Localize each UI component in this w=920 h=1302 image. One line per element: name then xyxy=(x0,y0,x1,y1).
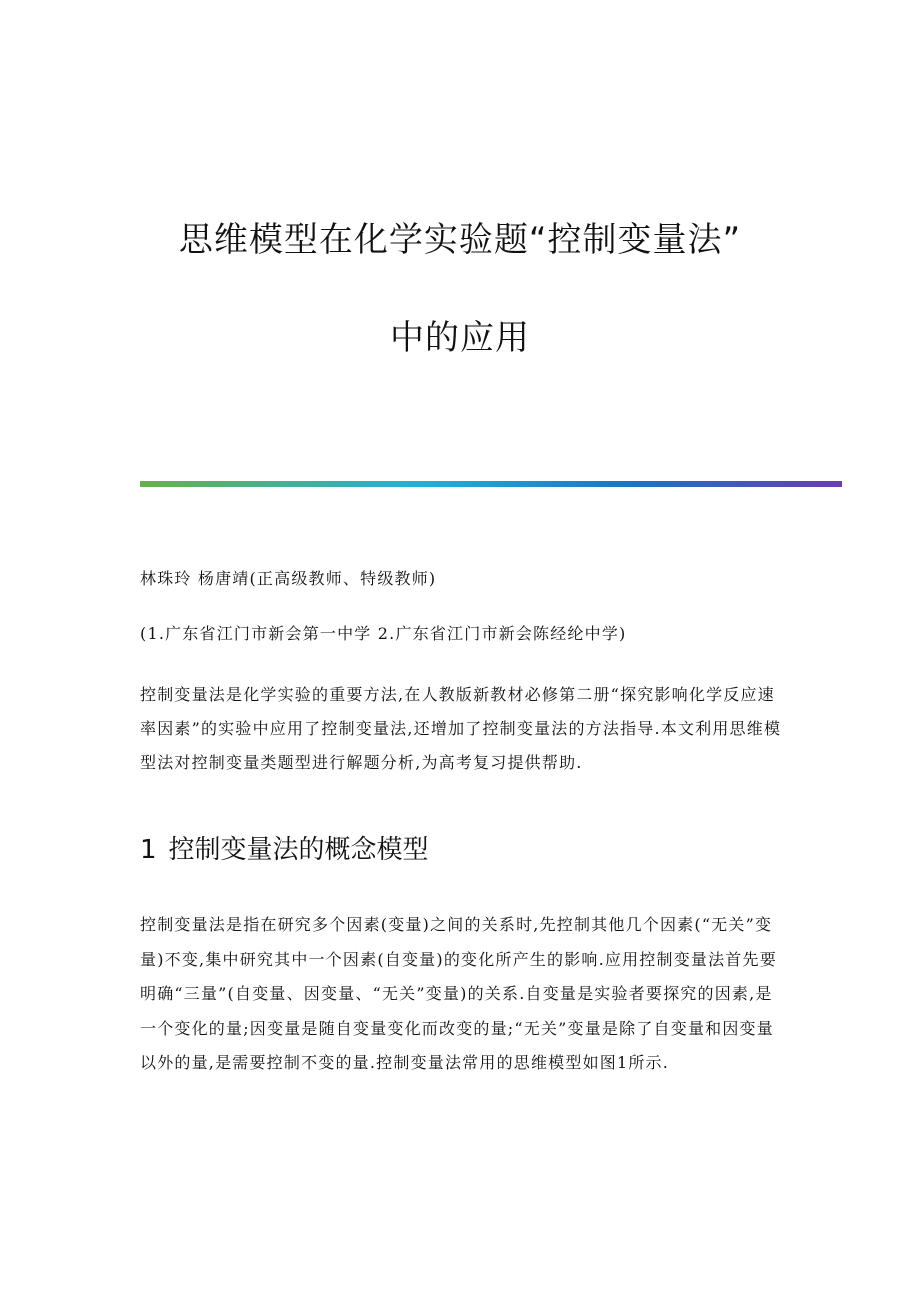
authors: 林珠玲 杨唐靖(正高级教师、特级教师) xyxy=(140,569,437,588)
section-title: 控制变量法的概念模型 xyxy=(168,835,429,865)
section-heading-1 xyxy=(140,832,429,868)
document-title-line-1: 思维模型在化学实验题“控制变量法” xyxy=(178,220,742,260)
document-title-line-2: 中的应用 xyxy=(390,318,530,358)
abstract: 控制变量法是化学实验的重要方法,在人教版新教材必修第二册“探究影响化学反应速率因素”的实验中应用了控制变量法,还增加了控制变量法的方法指导.本文利用思维模型法对控制变量类题型进行解题分析,为高考复习提供帮助. xyxy=(140,685,782,772)
section-1-paragraph: 控制变量法是指在研究多个因素(变量)之间的关系时,先控制其他几个因素(“无关”变量)不变,集中研究其中一个因素(自变量)的变化所产生的影响.应用控制变量法首先要明确“三量”(自变量、因变量、“无关”变量)的关系.自变量是实验者要探究的因素,是一个变化的量;因变量是随自变量变化而改变的量;“无关”变量是除了自变量和因变量以外的量,是需要控制不变的量.控制变量法常用的思维模型如图1所示. xyxy=(140,915,777,1072)
section-number: 1 xyxy=(140,835,157,865)
affiliation: (1.广东省江门市新会第一中学 2.广东省江门市新会陈经纶中学) xyxy=(140,624,627,643)
title-divider xyxy=(140,481,842,487)
